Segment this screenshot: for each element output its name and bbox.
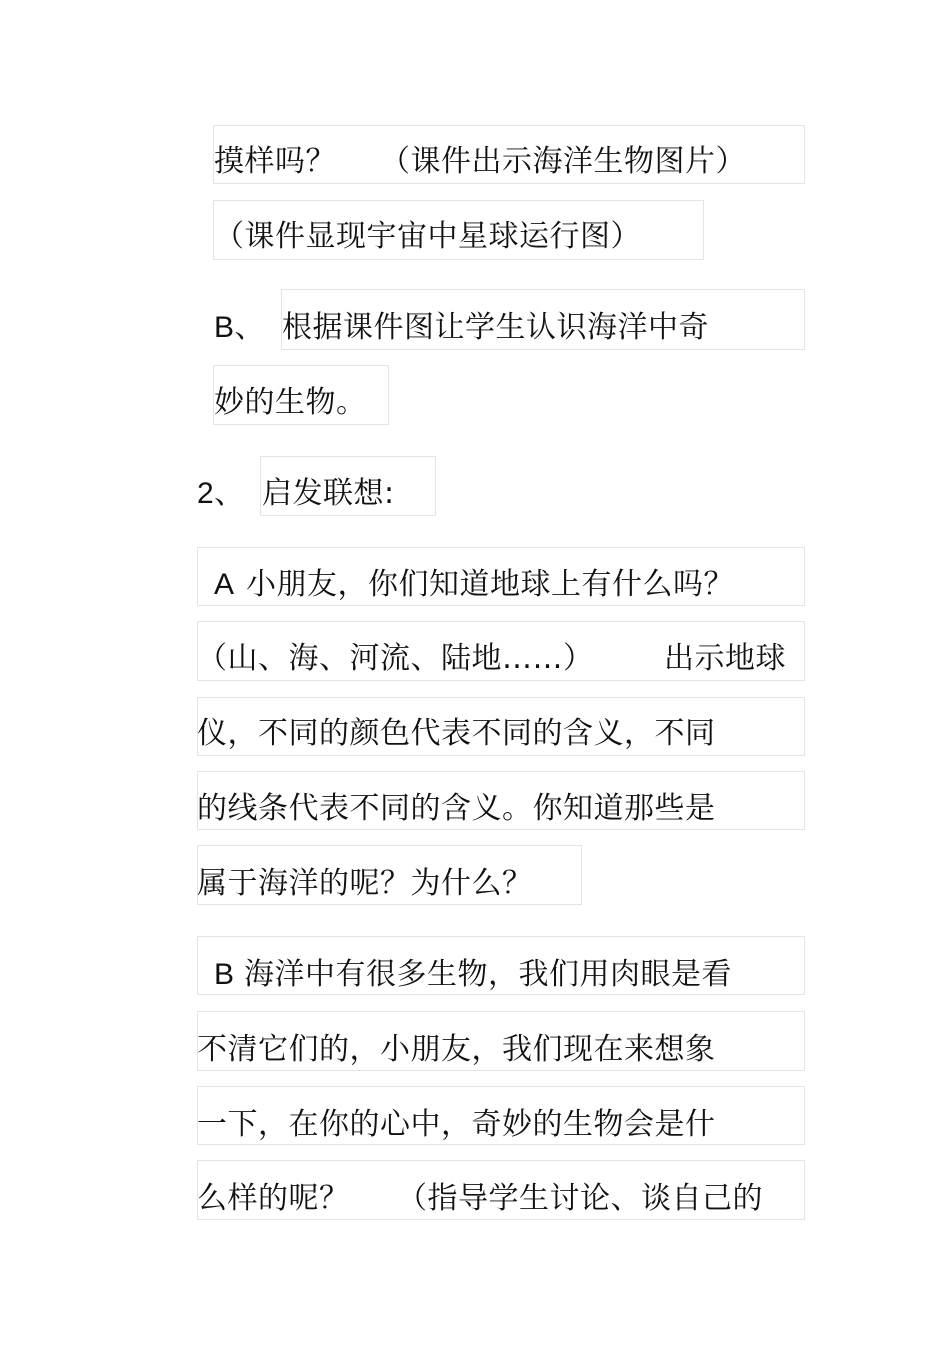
text-line-13: 一下，在你的心中，奇妙的生物会是什 [197, 1107, 716, 1142]
text-line-3: 根据课件图让学生认识海洋中奇 [282, 310, 709, 345]
text-line-11: 海洋中有很多生物，我们用肉眼是看 [244, 957, 732, 992]
text-line-6: 小朋友，你们知道地球上有什么吗？ [246, 567, 734, 602]
text-line-9: 的线条代表不同的含义。你知道那些是 [197, 791, 716, 826]
list-label-b2: B [214, 958, 235, 991]
text-line-14b: （指导学生讨论、谈自己的 [397, 1181, 763, 1216]
section-heading: 启发联想: [262, 476, 395, 511]
text-line-10: 属于海洋的呢？为什么？ [197, 866, 533, 901]
text-line-14a: 么样的呢？ [197, 1181, 350, 1216]
text-line-7b: 出示地球 [664, 641, 786, 676]
list-label-a: A [214, 568, 235, 601]
text-line-8: 仪，不同的颜色代表不同的含义，不同 [197, 716, 716, 751]
list-label-b: B、 [214, 311, 266, 344]
text-line-1b: （课件出示海洋生物图片） [380, 144, 746, 179]
text-line-7a: （山、海、河流、陆地……） [197, 641, 594, 676]
text-line-1a: 摸样吗？ [214, 144, 336, 179]
text-line-2: （课件显现宇宙中星球运行图） [214, 219, 641, 254]
text-line-4: 妙的生物。 [214, 385, 367, 420]
text-line-12: 不清它们的，小朋友，我们现在来想象 [197, 1032, 716, 1067]
list-label-2: 2、 [197, 477, 245, 510]
